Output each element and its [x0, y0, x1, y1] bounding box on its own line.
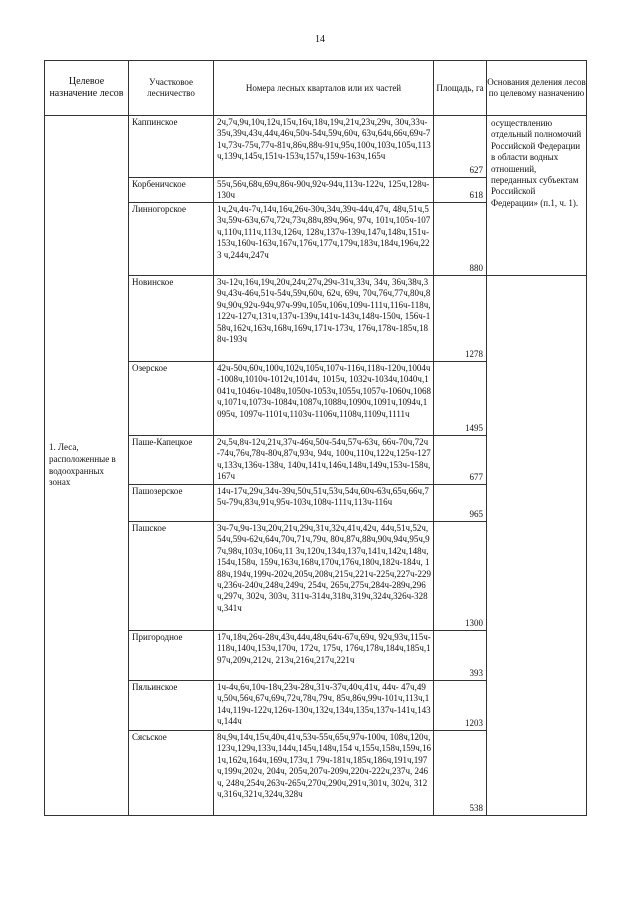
quarters-cell: 8ч,9ч,14ч,15ч,40ч,41ч,53ч-55ч,65ч,97ч-100ч, 108ч,120ч,123ч,129ч,133ч,144ч,145ч,148ч,154 ч,155ч,158ч,159ч,161ч,162ч,164ч,169ч,173ч,1 79ч-181ч,185ч,186ч,191ч,197ч,199ч,202ч, 204ч, 205ч,207ч-209ч,220ч-222ч,237ч, 246ч, 248ч,254ч,263ч-265ч,270ч,290ч,291ч,301ч, 302ч, 312ч,316ч,321ч,324ч,328ч — [214, 731, 434, 816]
forestry-cell: Новинское — [129, 276, 214, 362]
quarters-cell: 3ч-7ч,9ч-13ч,20ч,21ч,29ч,31ч,32ч,41ч,42ч, 44ч,51ч,52ч,54ч,59ч-62ч,64ч,70ч,71ч,79ч, 80ч,87ч,88ч,90ч,94ч,95ч,97ч,98ч,103ч,106ч,11 3ч,120ч,134ч,137ч,141ч,142ч,148ч,154ч,158ч, 159ч,163ч,168ч,170ч,176ч,180ч,182ч-184ч, 188ч,194ч,199ч-202ч,205ч,208ч,215ч,221ч-225ч,227ч-229ч,236ч-240ч,248ч,249ч, 254ч, 265ч,275ч,284ч-289ч,296ч,297ч, 302ч, 303ч, 311ч-314ч,318ч,319ч,324ч,326ч-328ч,341ч — [214, 522, 434, 631]
forestry-cell: Озерское — [129, 362, 214, 436]
forestry-cell: Линногорское — [129, 203, 214, 276]
header-area: Площадь, га — [434, 61, 487, 116]
area-cell: 1300 — [434, 522, 487, 631]
header-forestry: Участковое лесничество — [129, 61, 214, 116]
header-basis: Основания деления лесов по целевому назначению — [487, 61, 587, 116]
basis-empty-cell — [487, 276, 587, 816]
forestry-cell: Каппинское — [129, 116, 214, 178]
forestry-cell: Паше-Капецкое — [129, 436, 214, 485]
quarters-cell: 1ч,2ч,4ч-7ч,14ч,16ч,26ч-30ч,34ч,39ч-44ч,47ч, 48ч,51ч,53ч,59ч-63ч,67ч,72ч,73ч,88ч,89ч,96ч, 97ч, 101ч,105ч-107ч,110ч,111ч,113ч,126ч, 128ч,137ч-139ч,147ч,148ч,151ч-153ч,160ч-163ч,167ч,176ч,177ч,179ч,183ч,184ч,196ч,223 ч,244ч,247ч — [214, 203, 434, 276]
area-cell: 1203 — [434, 681, 487, 731]
purpose-cell: 1. Леса, расположенные в водоохранных зонах — [45, 116, 129, 816]
forestry-cell: Сясьское — [129, 731, 214, 816]
forestry-cell: Пяльинское — [129, 681, 214, 731]
forestry-cell: Пашозерское — [129, 485, 214, 522]
quarters-cell: 14ч-17ч,29ч,34ч-39ч,50ч,51ч,53ч,54ч,60ч-63ч,65ч,66ч,75ч-79ч,83ч,91ч,95ч-103ч,108ч-111ч,113ч-116ч — [214, 485, 434, 522]
header-quarters: Номера лесных кварталов или их частей — [214, 61, 434, 116]
basis-cell: осуществлению отдельный полномочий Российской Федерации в области водных отношений, переданных субъектам Российской Федерации» (п.1, ч. 1). — [487, 116, 587, 276]
forest-purpose-table — [44, 60, 587, 816]
forestry-cell: Корбеничское — [129, 178, 214, 203]
area-cell: 880 — [434, 203, 487, 276]
quarters-cell: 1ч-4ч,6ч,10ч-18ч,23ч-28ч,31ч-37ч,40ч,41ч, 44ч- 47ч,49ч,50ч,56ч,67ч,69ч,72ч,78ч,79ч, 85ч,86ч,99ч-101ч,113ч,114ч,119ч-122ч,126ч-130ч,132ч,134ч,135ч,137ч-141ч,143ч,144ч — [214, 681, 434, 731]
area-cell: 393 — [434, 631, 487, 681]
page-number: 14 — [315, 34, 325, 45]
header-purpose: Целевое назначение лесов — [45, 61, 129, 116]
quarters-cell: 42ч-50ч,60ч,100ч,102ч,105ч,107ч-116ч,118ч-120ч,1004ч-1008ч,1010ч-1012ч,1014ч, 1015ч, 1032ч-1034ч,1040ч,1041ч,1046ч-1048ч,1050ч-1053ч,1055ч,1057ч-1060ч,1068ч,1071ч,1073ч-1084ч,1087ч,1088ч,1090ч,1091ч,1094ч,1095ч, 1097ч-1101ч,1103ч-1106ч,1108ч,1109ч,1111ч — [214, 362, 434, 436]
area-cell: 618 — [434, 178, 487, 203]
quarters-cell: 2ч,5ч,8ч-12ч,21ч,37ч-46ч,50ч-54ч,57ч-63ч, 66ч-70ч,72ч-74ч,76ч,78ч-80ч,87ч,93ч, 94ч, 100ч,110ч,122ч,125ч-127ч,133ч,136ч-138ч, 140ч,141ч,146ч,148ч,149ч,153ч-158ч,167ч — [214, 436, 434, 485]
forestry-cell: Пригородное — [129, 631, 214, 681]
quarters-cell: 3ч-12ч,16ч,19ч,20ч,24ч,27ч,29ч-31ч,33ч, 34ч, 36ч,38ч,39ч,43ч-46ч,51ч-54ч,59ч,60ч, 62ч, 69ч, 70ч,76ч,77ч,80ч,89ч,90ч,92ч-94ч,97ч-99ч,105ч,106ч,109ч-111ч,116ч-118ч,122ч-127ч,131ч,137ч-139ч,141ч-143ч,148ч-150ч, 156ч-158ч,162ч,163ч,168ч,169ч,171ч-173ч, 176ч,178ч-185ч,188ч-193ч — [214, 276, 434, 362]
area-cell: 1495 — [434, 362, 487, 436]
quarters-cell: 2ч,7ч,9ч,10ч,12ч,15ч,16ч,18ч,19ч,21ч,23ч,29ч, 30ч,33ч-35ч,39ч,43ч,44ч,46ч,50ч-54ч,59ч,60ч, 63ч,64ч,66ч,69ч-71ч,73ч-75ч,77ч-81ч,86ч,88ч-91ч,95ч,100ч,103ч,105ч,113ч,139ч,145ч,151ч-153ч,157ч,159ч-163ч,165ч — [214, 116, 434, 178]
area-cell: 677 — [434, 436, 487, 485]
area-cell: 965 — [434, 485, 487, 522]
area-cell: 1278 — [434, 276, 487, 362]
quarters-cell: 17ч,18ч,26ч-28ч,43ч,44ч,48ч,64ч-67ч,69ч, 92ч,93ч,115ч-118ч,140ч,153ч,170ч, 172ч, 175ч, 176ч,178ч,184ч,185ч,197ч,209ч,212ч, 213ч,216ч,217ч,221ч — [214, 631, 434, 681]
area-cell: 627 — [434, 116, 487, 178]
area-cell: 538 — [434, 731, 487, 816]
quarters-cell: 55ч,56ч,68ч,69ч,86ч-90ч,92ч-94ч,113ч-122ч, 125ч,128ч-130ч — [214, 178, 434, 203]
forestry-cell: Пашское — [129, 522, 214, 631]
